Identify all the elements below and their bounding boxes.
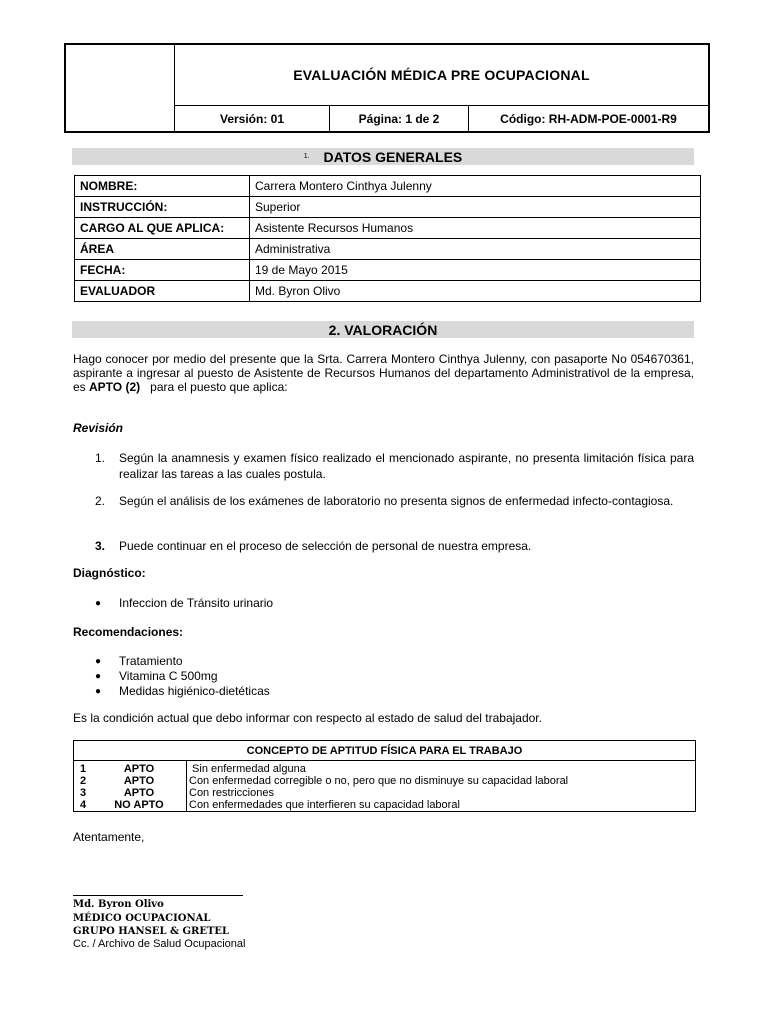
row-description: Con enfermedades que interfieren su capacidad laboral — [187, 799, 696, 812]
table-row — [75, 260, 701, 281]
table-row — [74, 787, 696, 799]
row-number: 1 — [74, 761, 93, 776]
bullet-icon: ● — [95, 686, 102, 697]
field-value: Asistente Recursos Humanos — [250, 218, 701, 239]
field-label: EVALUADOR — [75, 281, 250, 302]
signer-name: Md. Byron Olivo — [73, 899, 164, 910]
document-title: EVALUACIÓN MÉDICA PRE OCUPACIONAL — [175, 45, 708, 106]
table-row — [74, 799, 696, 812]
general-data-table — [74, 175, 701, 302]
item-text: Según la anamnesis y examen físico realizado el mencionado aspirante, no presenta limitación física para realizar las tareas a las cuales postula. — [119, 451, 694, 481]
signer-role: MÉDICO OCUPACIONAL — [73, 913, 211, 924]
review-heading: Revisión — [73, 421, 124, 435]
section-title: 2. VALORACIÓN — [328, 321, 438, 338]
document-header — [64, 43, 710, 133]
table-row — [75, 197, 701, 218]
aptitude-table — [73, 740, 696, 812]
closing-statement: Es la condición actual que debo informar con respecto al estado de salud del trabajador. — [73, 711, 542, 725]
field-label: FECHA: — [75, 260, 250, 281]
page-label: Página: 1 de 2 — [330, 106, 469, 131]
aptitude-status: APTO (2) — [89, 380, 141, 394]
bullet-icon: ● — [95, 598, 102, 609]
field-label: ÁREA — [75, 239, 250, 260]
document-meta — [175, 106, 708, 131]
field-label: NOMBRE: — [75, 176, 250, 197]
section-assessment — [72, 321, 694, 338]
intro-text: Hago conocer por medio del presente que la Srta. Carrera Montero Cinthya Julenny, con pasaporte No 054670361, aspirante a ingresar al puesto de Asistente de Recursos Humanos del departamento Administrativol de la empresa, es — [73, 352, 694, 394]
code-label: Código: RH-ADM-POE-0001-R9 — [500, 111, 677, 126]
field-value: Carrera Montero Cinthya Julenny — [250, 176, 701, 197]
bullet-icon: ● — [95, 656, 102, 667]
field-label: INSTRUCCIÓN: — [75, 197, 250, 218]
item-text: Vitamina C 500mg — [119, 669, 218, 683]
item-text: Tratamiento — [119, 654, 183, 668]
item-number: 3. — [95, 539, 106, 553]
field-value: 19 de Mayo 2015 — [250, 260, 701, 281]
version-label: Versión: 01 — [175, 106, 330, 131]
item-text: Según el análisis de los exámenes de laboratorio no presenta signos de enfermedad infecto-contagiosa. — [119, 494, 674, 508]
table-row — [75, 176, 701, 197]
row-description: Con enfermedad corregible o no, pero que no disminuye su capacidad laboral — [187, 775, 696, 787]
row-number: 2 — [74, 775, 93, 787]
item-text: Infeccion de Tránsito urinario — [119, 596, 274, 610]
logo-area — [66, 45, 175, 133]
cc-note: Cc. / Archivo de Salud Ocupacional — [73, 938, 246, 950]
item-text: Medidas higiénico-dietéticas — [119, 684, 270, 698]
table-row — [75, 218, 701, 239]
row-status: APTO — [92, 787, 187, 799]
field-value: Superior — [250, 197, 701, 218]
field-label: CARGO AL QUE APLICA: — [75, 218, 250, 239]
row-description: Con restricciones — [187, 787, 696, 799]
diagnosis-heading: Diagnóstico: — [73, 566, 146, 580]
field-value: Administrativa — [250, 239, 701, 260]
section-title: DATOS GENERALES — [323, 148, 463, 165]
row-status: APTO — [92, 775, 187, 787]
recommendations-heading: Recomendaciones: — [73, 625, 184, 639]
intro-paragraph — [73, 352, 694, 394]
bullet-icon: ● — [95, 671, 102, 682]
table-header-row — [74, 741, 696, 761]
row-number: 3 — [74, 787, 93, 799]
row-number: 4 — [74, 799, 93, 812]
field-value: Md. Byron Olivo — [250, 281, 701, 302]
signer-company: GRUPO HANSEL & GRETEL — [73, 926, 230, 937]
farewell: Atentamente, — [73, 830, 145, 844]
section-general-data — [72, 148, 694, 165]
signature-line — [73, 895, 243, 896]
table-row — [75, 281, 701, 302]
row-status: APTO — [92, 761, 187, 776]
intro-text-end: para el puesto que aplica: — [140, 380, 288, 394]
table-row — [75, 239, 701, 260]
row-status: NO APTO — [92, 799, 187, 812]
table-row — [74, 761, 696, 776]
row-description: Sin enfermedad alguna — [187, 761, 696, 776]
item-text: Puede continuar en el proceso de selección de personal de nuestra empresa. — [119, 539, 532, 553]
section-number: 1. — [303, 153, 310, 160]
item-number: 2. — [95, 494, 106, 508]
aptitude-table-title: CONCEPTO DE APTITUD FÍSICA PARA EL TRABAJO — [74, 741, 696, 761]
table-row — [74, 775, 696, 787]
item-number: 1. — [95, 451, 106, 465]
